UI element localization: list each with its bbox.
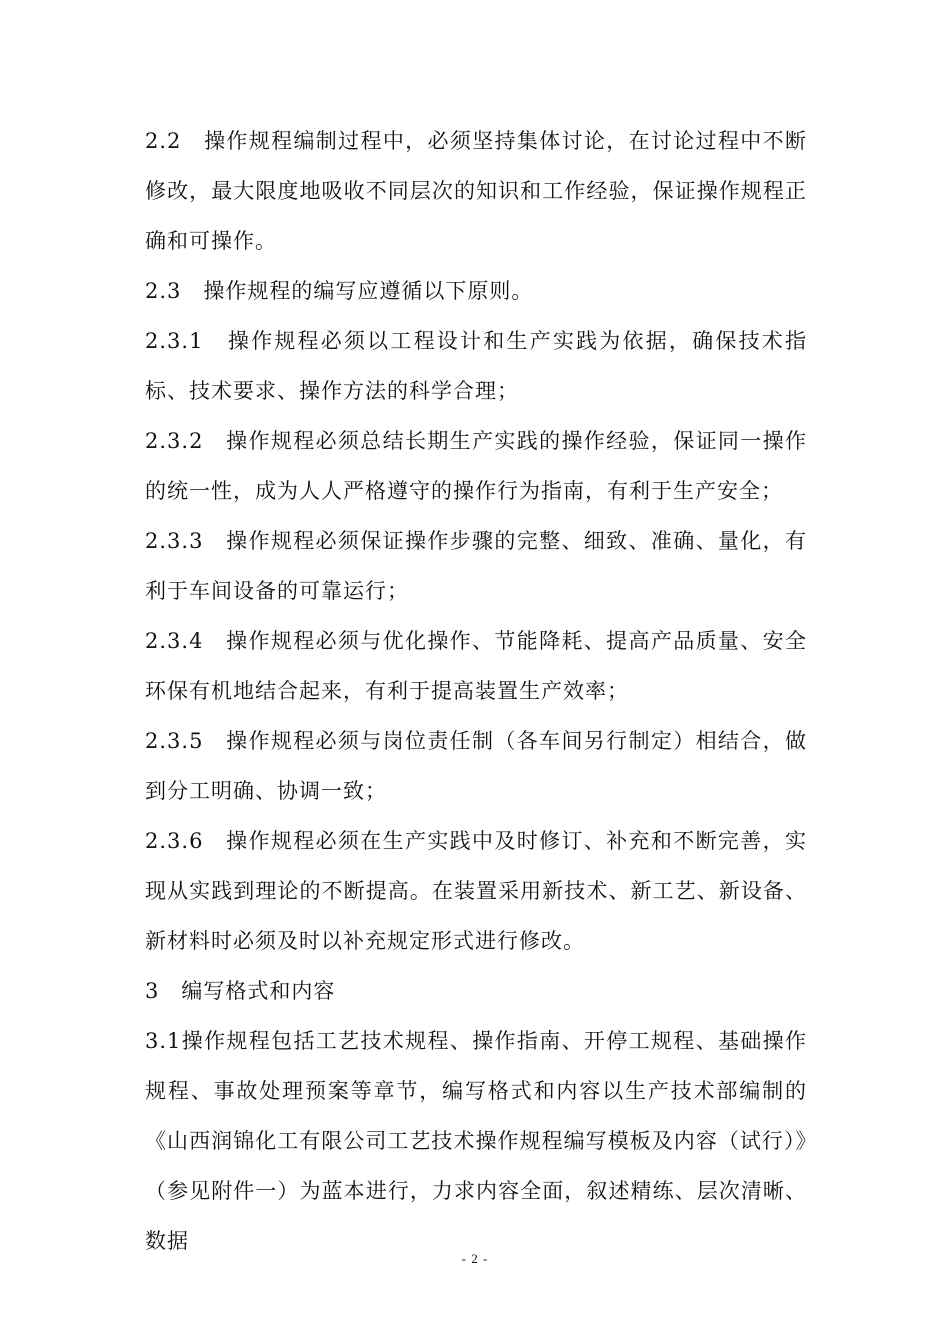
paragraph-2-3-1: 2.3.1 操作规程必须以工程设计和生产实践为依据，确保技术指标、技术要求、操作方法的科学合理； — [145, 329, 807, 403]
document-body — [145, 116, 807, 1266]
paragraph-2-3-2: 2.3.2 操作规程必须总结长期生产实践的操作经验，保证同一操作的统一性，成为人人严格遵守的操作行为指南，有利于生产安全； — [145, 429, 807, 503]
paragraph-3-1: 3.1操作规程包括工艺技术规程、操作指南、开停工规程、基础操作规程、事故处理预案等章节，编写格式和内容以生产技术部编制的《山西润锦化工有限公司工艺技术操作规程编写模板及内容（试行）》（参见附件一）为蓝本进行，力求内容全面，叙述精练、层次清晰、数据 — [145, 1029, 807, 1253]
paragraph-2-3: 2.3 操作规程的编写应遵循以下原则。 — [145, 279, 534, 303]
paragraph-2-3-5: 2.3.5 操作规程必须与岗位责任制（各车间另行制定）相结合，做到分工明确、协调一致； — [145, 729, 807, 803]
paragraph-2-2: 2.2 操作规程编制过程中，必须坚持集体讨论，在讨论过程中不断修改，最大限度地吸收不同层次的知识和工作经验，保证操作规程正确和可操作。 — [145, 129, 807, 253]
paragraph-2-3-3: 2.3.3 操作规程必须保证操作步骤的完整、细致、准确、量化，有利于车间设备的可靠运行； — [145, 529, 807, 603]
section-heading-3: 3 编写格式和内容 — [145, 979, 336, 1003]
page-number: - 2 - — [461, 1251, 489, 1266]
paragraph-2-3-6: 2.3.6 操作规程必须在生产实践中及时修订、补充和不断完善，实现从实践到理论的不断提高。在装置采用新技术、新工艺、新设备、新材料时必须及时以补充规定形式进行修改。 — [145, 829, 807, 953]
paragraph-2-3-4: 2.3.4 操作规程必须与优化操作、节能降耗、提高产品质量、安全环保有机地结合起来，有利于提高装置生产效率； — [145, 629, 807, 703]
